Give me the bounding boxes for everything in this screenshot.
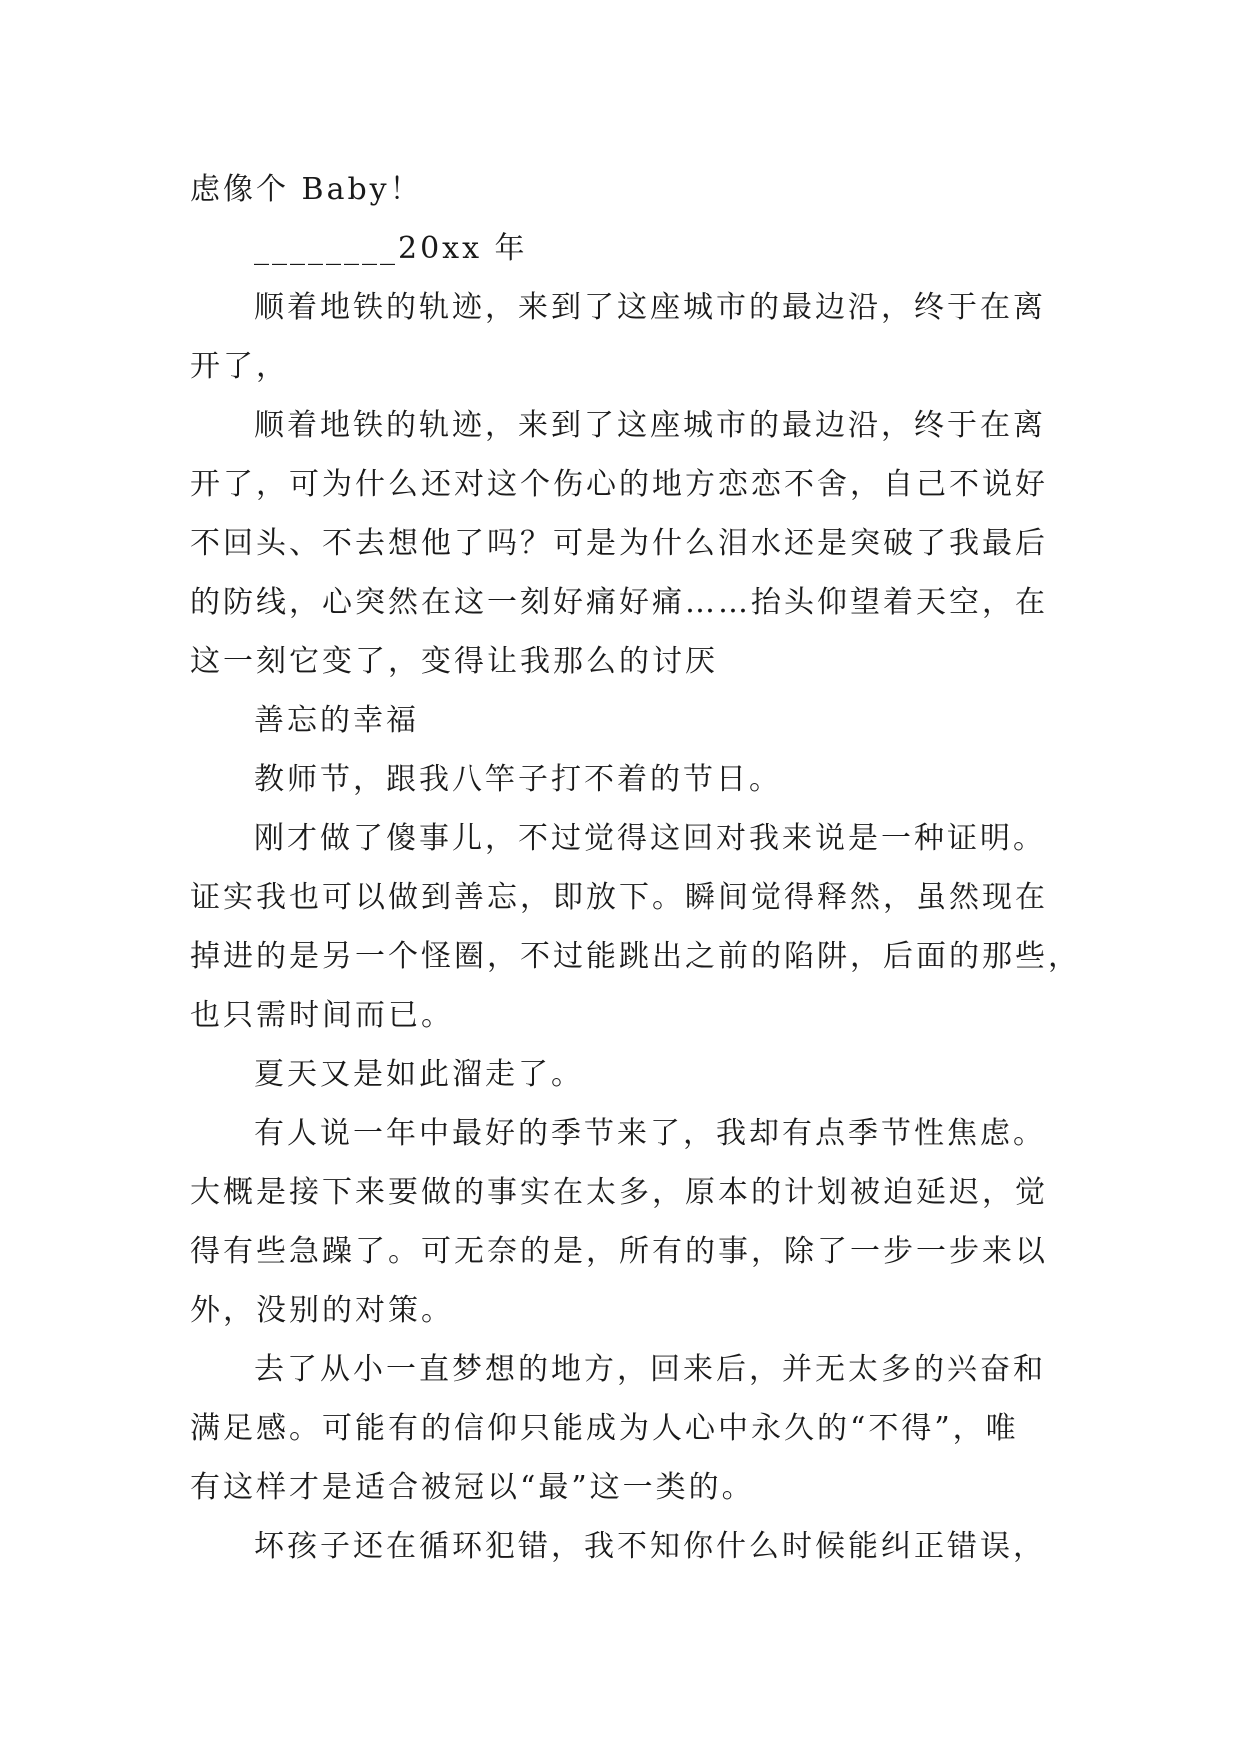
text-line: 大概是接下来要做的事实在太多，原本的计划被迫延迟，觉 <box>190 1175 1048 1210</box>
date-signature-line: ________20xx 年 <box>254 231 528 266</box>
text-line: 外，没别的对策。 <box>190 1293 454 1328</box>
text-line: 也只需时间而已。 <box>190 998 454 1033</box>
text-line: 开了， <box>190 349 289 384</box>
paragraph-first-line: 坏孩子还在循环犯错，我不知你什么时候能纠正错误， <box>254 1529 1046 1564</box>
text-line: 掉进的是另一个怪圈，不过能跳出之前的陷阱，后面的那些， <box>190 939 1081 974</box>
paragraph-first-line: 有人说一年中最好的季节来了，我却有点季节性焦虑。 <box>254 1116 1046 1151</box>
paragraph-first-line: 教师节，跟我八竿子打不着的节日。 <box>254 762 782 797</box>
text-line: 虑像个 Baby！ <box>190 172 423 207</box>
paragraph-first-line: 夏天又是如此溜走了。 <box>254 1057 584 1092</box>
section-title: 善忘的幸福 <box>254 703 419 738</box>
document-body <box>190 160 1090 1576</box>
text-line: 得有些急躁了。可无奈的是，所有的事，除了一步一步来以 <box>190 1234 1048 1269</box>
paragraph-first-line: 刚才做了傻事儿，不过觉得这回对我来说是一种证明。 <box>254 821 1046 856</box>
text-line: 不回头、不去想他了吗？可是为什么泪水还是突破了我最后 <box>190 526 1048 561</box>
paragraph-first-line: 顺着地铁的轨迹，来到了这座城市的最边沿，终于在离 <box>254 408 1046 443</box>
text-line: 证实我也可以做到善忘，即放下。瞬间觉得释然，虽然现在 <box>190 880 1048 915</box>
text-line: 开了，可为什么还对这个伤心的地方恋恋不舍，自己不说好 <box>190 467 1048 502</box>
text-line: 有这样才是适合被冠以“最”这一类的。 <box>190 1470 755 1505</box>
paragraph-first-line: 顺着地铁的轨迹，来到了这座城市的最边沿，终于在离 <box>254 290 1046 325</box>
text-line: 这一刻它变了，变得让我那么的讨厌 <box>190 644 718 679</box>
text-line: 的防线，心突然在这一刻好痛好痛……抬头仰望着天空，在 <box>190 585 1048 620</box>
text-line: 满足感。可能有的信仰只能成为人心中永久的“不得”，唯 <box>190 1411 1019 1446</box>
paragraph-first-line: 去了从小一直梦想的地方，回来后，并无太多的兴奋和 <box>254 1352 1046 1387</box>
